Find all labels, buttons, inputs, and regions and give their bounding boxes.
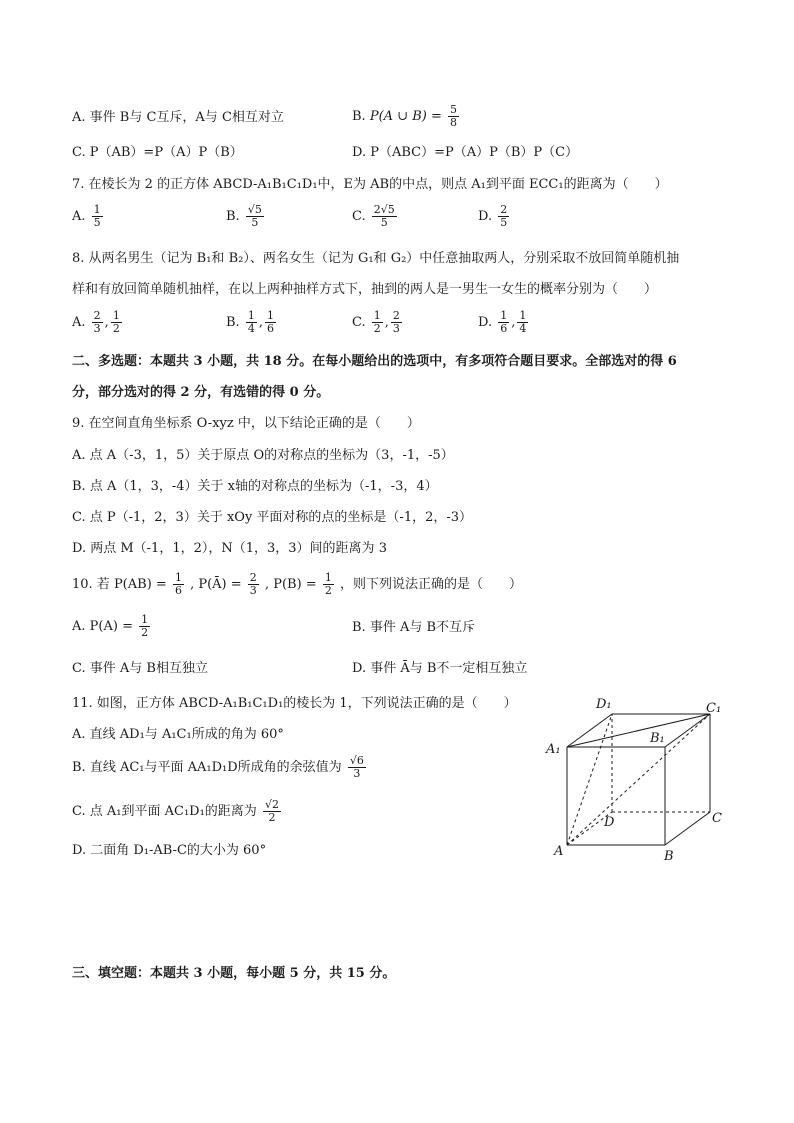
fraction-numerator: 2 (500, 203, 508, 216)
q9-option-c: C. 点 P（-1，2，3）关于 xOy 平面对称的点的坐标是（-1，2，-3） (72, 510, 473, 525)
fraction-denominator: 2 (324, 584, 332, 597)
fraction-numerator: 5 (449, 103, 457, 116)
q7-option-d-fraction (498, 204, 509, 229)
fraction-numerator: 1 (174, 571, 182, 584)
label-b1: B₁ (650, 731, 665, 746)
fraction-denominator: 5 (380, 216, 388, 229)
fraction (498, 310, 509, 335)
q7-stem: 7. 在棱长为 2 的正方体 ABCD-A₁B₁C₁D₁中，E为 AB的中点，则点 A₁到平面 ECC₁的距离为（ ） (72, 177, 668, 192)
diagonal-a-c1 (567, 714, 710, 845)
label-a1: A₁ (546, 742, 561, 757)
q7-option-b-fraction (246, 204, 264, 229)
fraction-denominator: 2 (141, 626, 149, 639)
q11-stem: 11. 如图，正方体 ABCD-A₁B₁C₁D₁的棱长为 1，下列说法正确的是（ ） (72, 696, 517, 711)
fraction-numerator: √6 (349, 754, 364, 767)
label-c: C (712, 811, 722, 826)
fraction-numerator: 1 (500, 309, 508, 322)
q11-option-d: D. 二面角 D₁-AB-C的大小为 60° (72, 843, 267, 858)
q10-stem-mid2: , P(B) = (264, 577, 317, 592)
fraction (348, 755, 366, 780)
q8-option-a: A. $\frac{2}{3}$ , $\frac{1}{2}$ (72, 309, 120, 335)
fraction (391, 310, 402, 335)
section2-heading-line2: 分，部分选对的得 2 分，有选错的得 0 分。 (72, 385, 330, 400)
q7-option-d (478, 204, 511, 229)
q7-option-a-fraction (92, 204, 103, 229)
q6-option-d: D. P（ABC）=P（A）P（B）P（C） (352, 145, 579, 160)
label-d: D (604, 815, 615, 830)
section2-heading-line1: 二、多选题：本题共 3 小题，共 18 分。在每小题给出的选项中，有多项符合题目要求。全部选对的得 6 (72, 354, 677, 369)
option-label: C. (352, 209, 366, 224)
q6-option-b-expr: P(A ∪ B) = (369, 109, 442, 124)
q6-option-a: A. 事件 B与 C互斥，A与 C相互对立 (72, 110, 284, 125)
option-label: D. (478, 209, 493, 224)
q7-option-b (226, 204, 266, 229)
fraction-denominator: 6 (500, 322, 508, 335)
fraction (248, 572, 259, 597)
fraction-denominator: 2 (112, 322, 120, 335)
q6-option-b (352, 104, 461, 129)
fraction-denominator: 5 (251, 216, 259, 229)
section3-heading: 三、填空题：本题共 3 小题，每小题 5 分，共 15 分。 (72, 966, 396, 981)
edge-b-c (665, 812, 710, 845)
q7-option-a (72, 204, 105, 229)
fraction (139, 614, 150, 639)
fraction-numerator: 1 (247, 309, 255, 322)
fraction (265, 310, 276, 335)
cube-figure (540, 690, 740, 870)
q9-option-b: B. 点 A（1，3，-4）关于 x轴的对称点的坐标为（-1，-3，4） (72, 479, 438, 494)
q8-stem-line2: 样和有放回简单随机抽样，在以上两种抽样方式下，抽到的两人是一男生一女生的概率分别为（ ） (72, 282, 658, 297)
label-d1: D₁ (596, 697, 612, 712)
fraction-denominator: 4 (519, 322, 527, 335)
fraction (92, 310, 103, 335)
q11-option-c (72, 799, 283, 824)
diagonal-a1-c1 (567, 714, 710, 747)
option-label: B. (226, 315, 240, 330)
q11-option-b-text: B. 直线 AC₁与平面 AA₁D₁D所成角的余弦值为 (72, 760, 342, 775)
option-label: D. (478, 315, 493, 330)
fraction-numerator: 2√5 (373, 203, 395, 216)
fraction-denominator: 3 (353, 767, 361, 780)
fraction (323, 572, 334, 597)
q9-option-d: D. 两点 M（-1，1，2），N（1，3，3）间的距离为 3 (72, 541, 387, 556)
q10-stem-suffix: ，则下列说法正确的是（ ） (339, 577, 522, 592)
option-label: A. (72, 315, 86, 330)
fraction-denominator: 3 (392, 322, 400, 335)
q6-option-c: C. P（AB）=P（A）P（B） (72, 145, 243, 160)
fraction-denominator: 5 (93, 216, 101, 229)
fraction-numerator: 1 (266, 309, 274, 322)
fraction-numerator: 1 (141, 613, 149, 626)
q10-stem (72, 572, 522, 597)
fraction-denominator: 4 (247, 322, 255, 335)
fraction-denominator: 8 (449, 116, 457, 129)
option-label: B. (226, 209, 240, 224)
q8-option-d: D. $\frac{1}{6}$ , $\frac{1}{4}$ (478, 309, 527, 335)
fraction-denominator: 5 (500, 216, 508, 229)
q7-option-c (352, 204, 399, 229)
q11-option-a: A. 直线 AD₁与 A₁C₁所成的角为 60° (72, 727, 284, 742)
label-c1: C₁ (706, 701, 722, 716)
fraction-numerator: 1 (112, 309, 120, 322)
option-label: C. (352, 315, 366, 330)
fraction-numerator: 1 (373, 309, 381, 322)
fraction-numerator: 2 (93, 309, 101, 322)
q9-option-a: A. 点 A（-3，1，5）关于原点 O的对称点的坐标为（3，-1，-5） (72, 448, 454, 463)
fraction-numerator: 2 (392, 309, 400, 322)
fraction (372, 310, 383, 335)
fraction (246, 310, 257, 335)
q10-option-a (72, 614, 152, 639)
fraction-numerator: 1 (93, 203, 101, 216)
fraction (173, 572, 184, 597)
q8-option-b: B. $\frac{1}{4}$ , $\frac{1}{6}$ (226, 309, 274, 335)
q11-option-c-text: C. 点 A₁到平面 AC₁D₁的距离为 (72, 804, 257, 819)
fraction-numerator: 1 (519, 309, 527, 322)
fraction (111, 310, 122, 335)
q7-option-c-fraction (372, 204, 397, 229)
q8-option-c: C. $\frac{1}{2}$ , $\frac{2}{3}$ (352, 309, 400, 335)
q10-option-c: C. 事件 A与 B相互独立 (72, 661, 208, 676)
option-label: A. (72, 209, 86, 224)
fraction-numerator: √2 (264, 798, 279, 811)
label-b: B (664, 849, 674, 864)
fraction-denominator: 3 (249, 584, 257, 597)
q11-option-b (72, 755, 368, 780)
fraction (263, 799, 281, 824)
fraction-denominator: 6 (174, 584, 182, 597)
q6-option-b-label: B. (352, 109, 370, 124)
fraction-denominator: 3 (93, 322, 101, 335)
fraction (517, 310, 528, 335)
label-a: A (554, 844, 564, 859)
q10-option-a-expr: A. P(A) = (72, 619, 133, 634)
q10-stem-prefix: 10. 若 P(AB) = (72, 577, 167, 592)
q8-stem-line1: 8. 从两名男生（记为 B₁和 B₂）、两名女生（记为 G₁和 G₂）中任意抽取两人，分别采取不放回简单随机抽 (72, 251, 680, 266)
fraction-denominator: 2 (268, 811, 276, 824)
fraction-denominator: 6 (266, 322, 274, 335)
fraction-denominator: 2 (373, 322, 381, 335)
q6-option-b-fraction (448, 104, 459, 129)
q9-stem: 9. 在空间直角坐标系 O-xyz 中，以下结论正确的是（ ） (72, 416, 420, 431)
q10-stem-mid1: , P(Ā) = (190, 577, 242, 592)
fraction-numerator: 1 (324, 571, 332, 584)
fraction-numerator: √5 (247, 203, 262, 216)
fraction-numerator: 2 (249, 571, 257, 584)
q10-option-b: B. 事件 A与 B不互斥 (352, 620, 476, 635)
q10-option-d: D. 事件 Ā与 B不一定相互独立 (352, 661, 528, 676)
